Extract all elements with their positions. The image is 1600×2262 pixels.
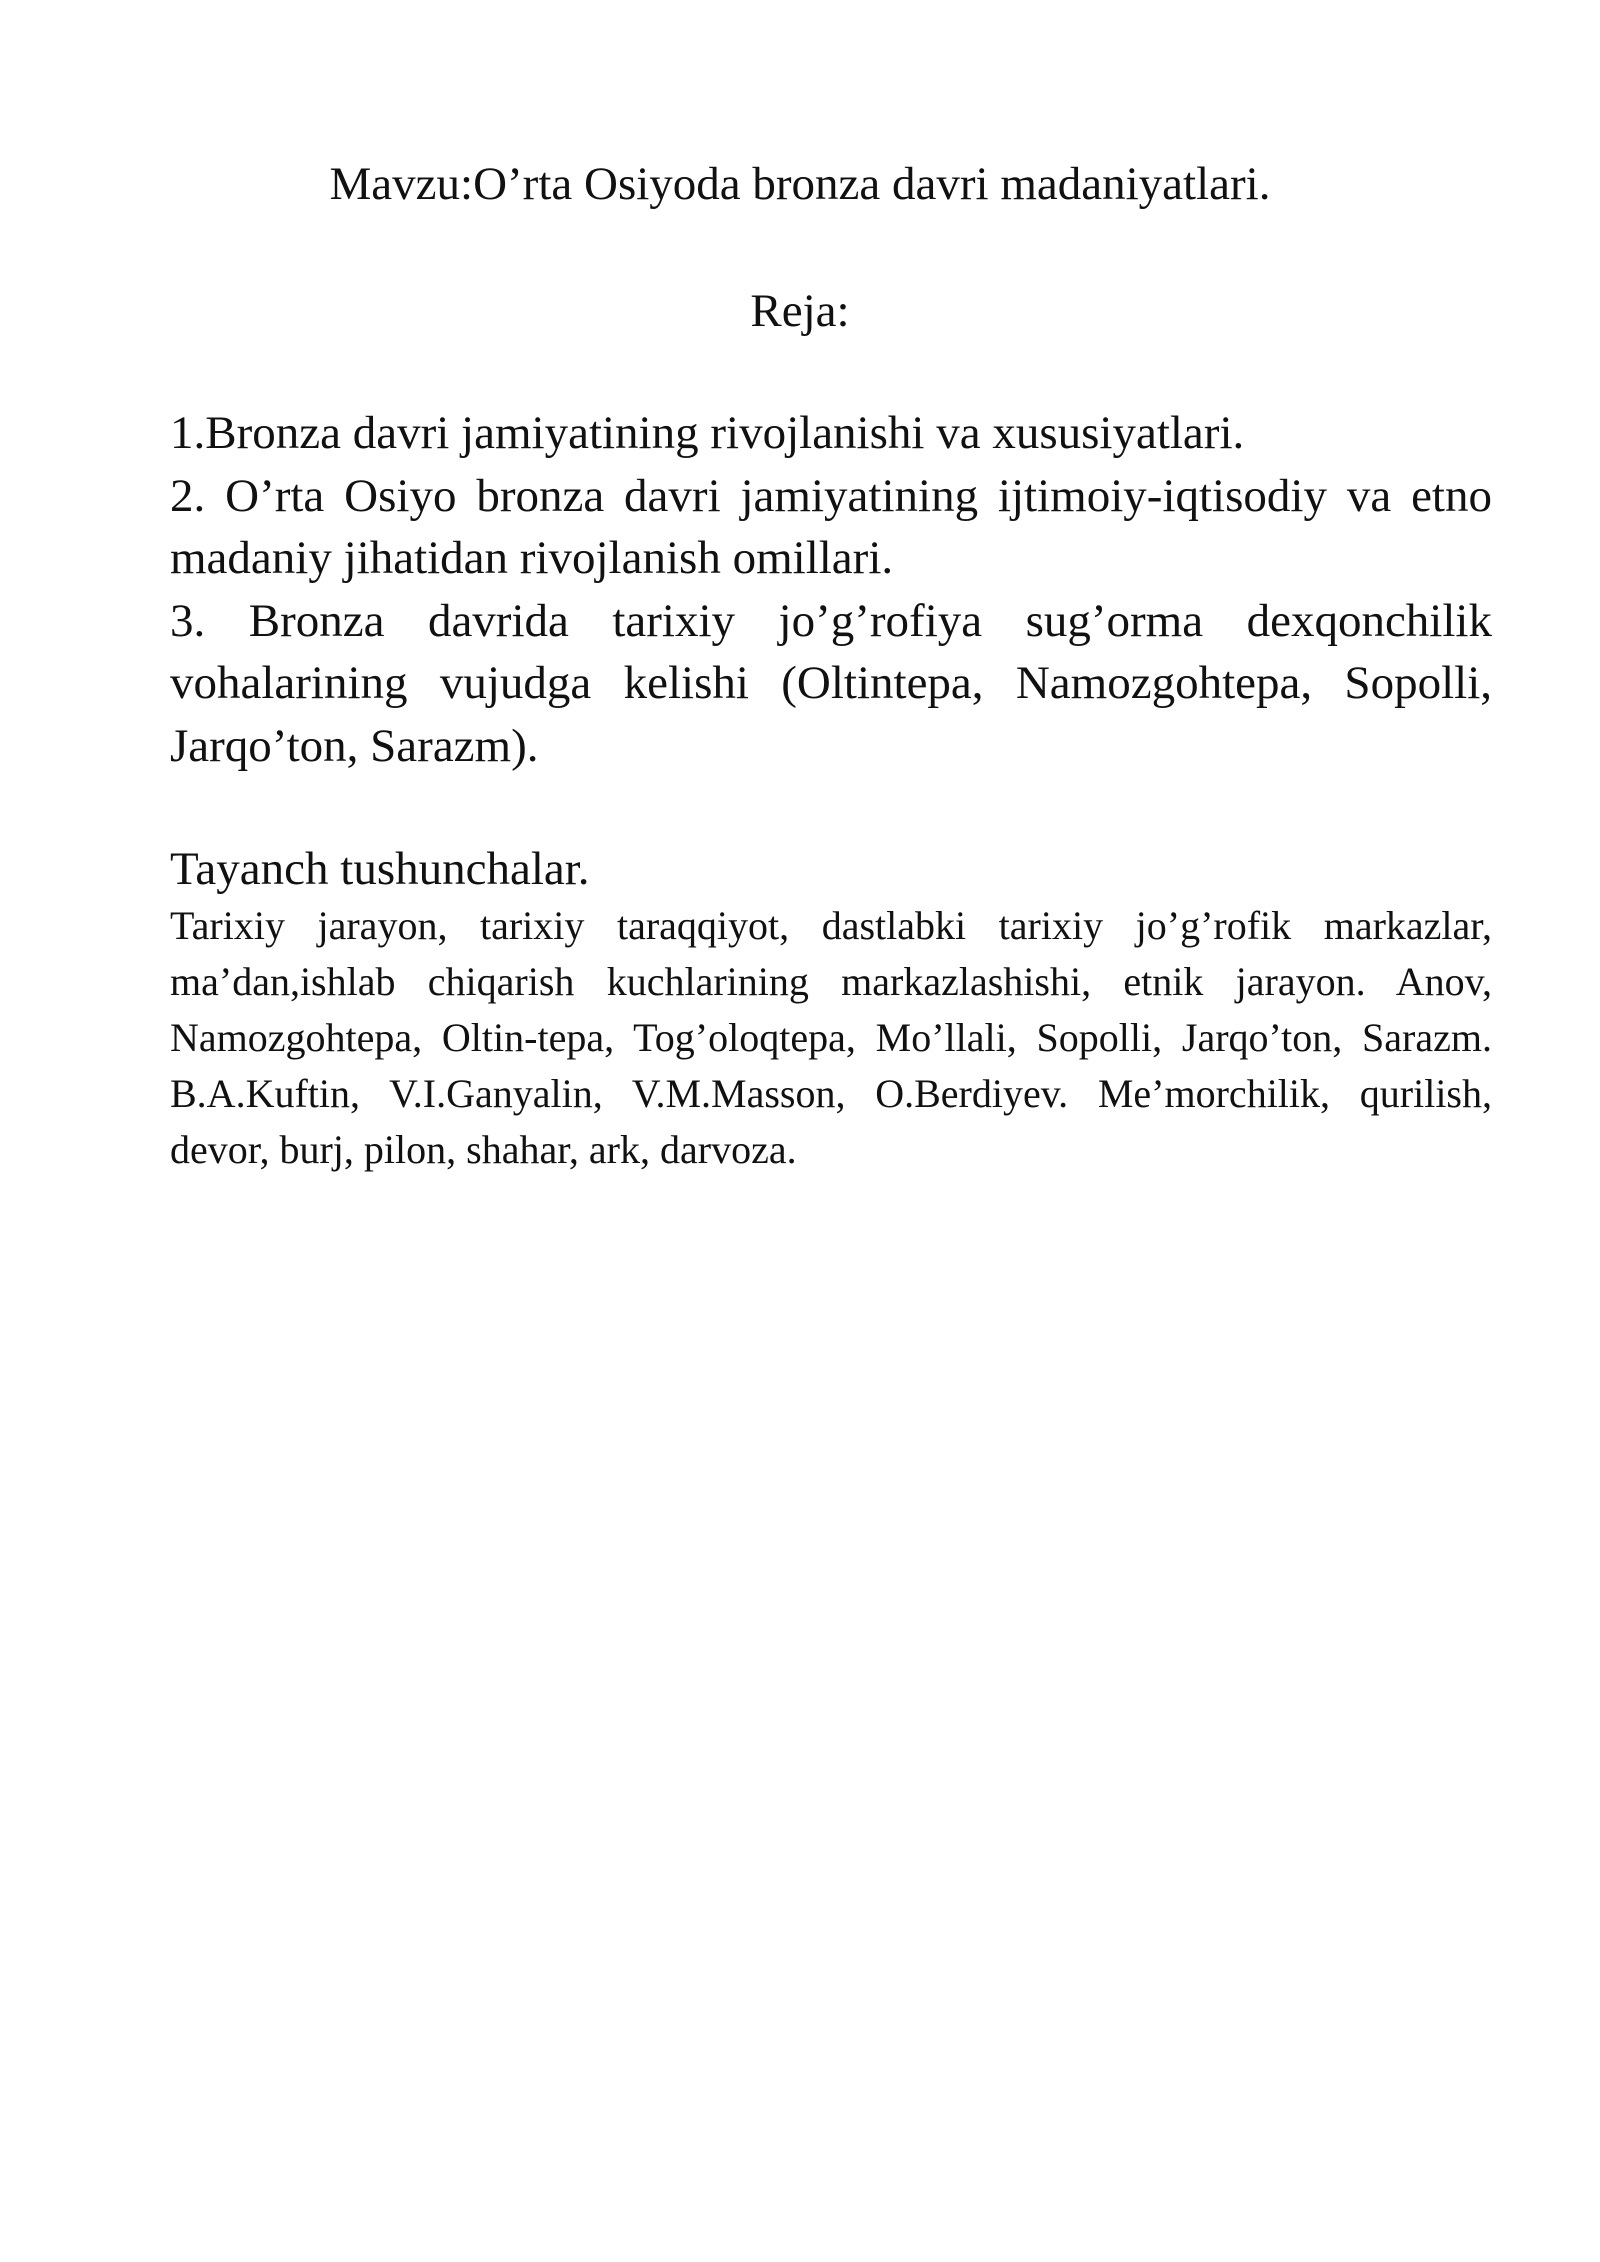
plan-list [170,402,1492,777]
keywords-heading: Tayanch tushunchalar. [170,843,590,895]
plan-item-2: 2. O’rta Osiyo bronza davri jamiyatining ijtimoiy-iqtisodiy va etno madaniy jihatidan rivojlanish omillari. [170,469,1492,584]
plan-heading: Reja: [750,285,850,337]
plan-item-1: 1.Bronza davri jamiyatining rivojlanishi va xususiyatlari. [170,407,1245,459]
keywords-paragraph: Tarixiy jarayon, tarixiy taraqqiyot, dastlabki tarixiy jo’g’rofik markazlar, ma’dan,ishlab chiqarish kuchlarining markazlashishi, etnik jarayon. Anov, Namozgohtepa, Oltin-tepa, Tog’oloqtepa, Mo’llali, Sopolli, Jarqo’ton, Sarazm. B.A.Kuftin, V.I.Ganyalin, V.M.Masson, O.Berdiyev. Me’morchilik, qurilish, devor, burj, pilon, shahar, ark, darvoza. [170,903,1492,1172]
document-title: Mavzu:O’rta Osiyoda bronza davri madaniyatlari. [329,158,1271,210]
plan-item-3: 3. Bronza davrida tarixiy jo’g’rofiya sug’orma dexqonchilik vohalarining vujudga kelishi (Oltintepa, Namozgohtepa, Sopolli, Jarqo’ton, Sarazm). [170,594,1492,772]
